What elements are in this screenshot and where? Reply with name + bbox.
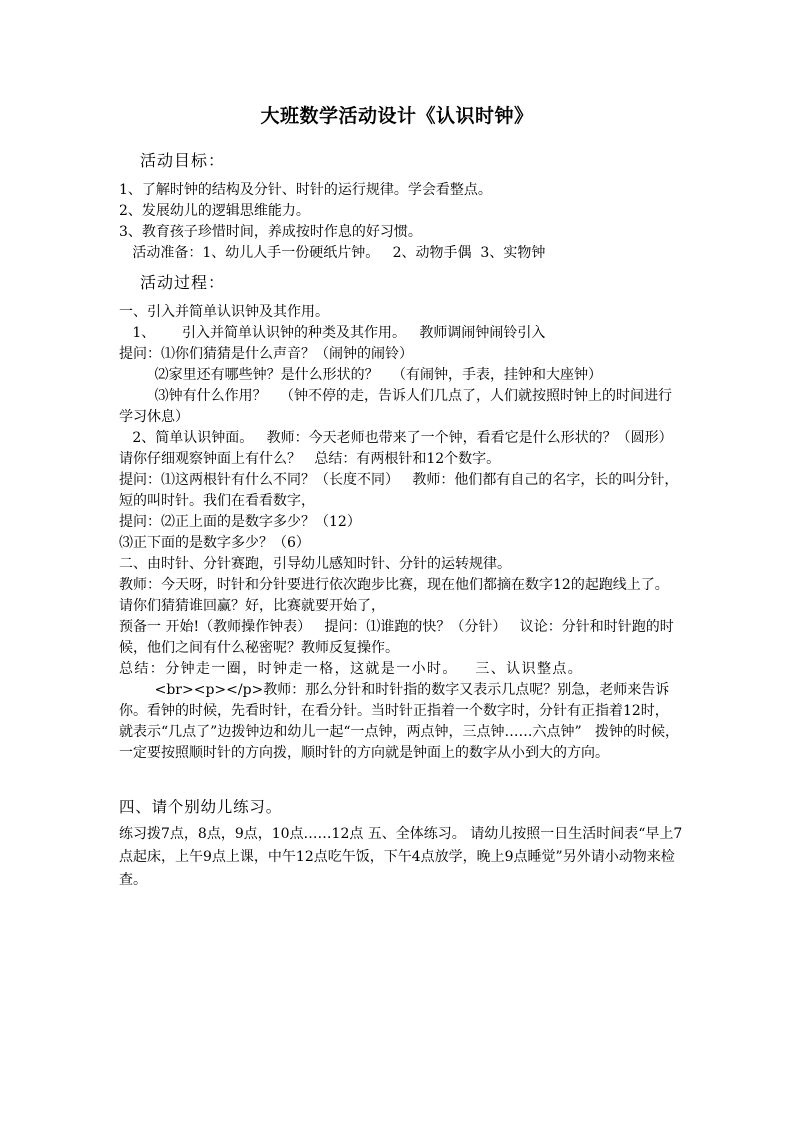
preparation-line: 活动准备：1、幼儿人手一份硬纸片钟。 2、动物手偶 3、实物钟 [119, 245, 546, 261]
process-section [119, 302, 682, 764]
process-line: 教师：今天呀，时针和分针要进行依次跑步比赛，现在他们都摘在数字12的起跑线上了。请你们猜猜谁回赢？好，比赛就要开始了， [119, 577, 669, 614]
practice-paragraph: 练习拨7点，8点，9点，10点……12点 五、全体练习。 请幼儿按照一日生活时间表“早上7点起床，上午9点上课，中午12点吃午饭，下午4点放学，晚上9点睡觉”另外请小动物来检查。 [119, 826, 683, 888]
process-line: 2、简单认识钟面。 教师：今天老师也带来了一个钟，看看它是什么形状的？（圆形）请你仔细观察钟面上有什么？ 总结：有两根针和12个数字。 [119, 430, 673, 467]
document-title: 大班数学活动设计《认识时钟》 [260, 105, 534, 127]
goal-item: 1、了解时钟的结构及分针、时针的运行规律。学会看整点。 [119, 182, 492, 198]
process-line: 预备一 开始!（教师操作钟表） 提问：⑴谁跑的快？（分针） 议论：分针和时针跑的时候，他们之间有什么秘密呢？教师反复操作。 [119, 619, 674, 656]
process-line: 一、引入并简单认识钟及其作用。 [119, 304, 329, 320]
process-line: ⑶正下面的是数字多少？（6） [119, 535, 310, 551]
process-line: 二、由时针、分针赛跑，引导幼儿感知时针、分针的运转规律。 [119, 556, 511, 572]
process-heading: 活动过程： [140, 273, 226, 292]
process-line: 提问：⑴这两根针有什么不同？（长度不同） 教师：他们都有自己的名字，长的叫分针，短的叫时针。我们在看看数字， [119, 472, 679, 509]
goal-item: 3、教育孩子珍惜时间，养成按时作息的好习惯。 [119, 224, 422, 240]
explain-paragraph: <br><p></p>教师：那么分针和时针指的数字又表示几点呢？别急，老师来告诉你。看钟的时候，先看时针，在看分针。当时针正指着一个数字时，分针有正指着12时，就表示“几点了”边拨钟边和幼儿一起“一点钟，两点钟，三点钟……六点钟” 拨钟的时候，一定要按照顺时针的方向拨，顺时针的方向就是钟面上的数字从小到大的方向。 [119, 682, 679, 761]
process-line: ⑵家里还有哪些钟？是什么形状的？ （有闹钟，手表，挂钟和大座钟） [119, 367, 602, 383]
process-line: 提问：⑴你们猜猜是什么声音？（闹钟的闹铃） [119, 346, 413, 362]
goals-list [119, 180, 682, 264]
process-line: 1、 引入并简单认识钟的种类及其作用。 教师调闹钟闹铃引入 [119, 325, 546, 341]
goals-heading: 活动目标： [140, 151, 226, 170]
process-line: 提问：⑵正上面的是数字多少？（12） [119, 514, 361, 530]
process-line: ⑶钟有什么作用？ （钟不停的走，告诉人们几点了，人们就按照时钟上的时间进行学习休息） [119, 388, 672, 425]
goal-item: 2、发展幼儿的逻辑思维能力。 [119, 203, 310, 219]
section4-heading: 四、请个别幼儿练习。 [119, 798, 283, 816]
summary-line: 总结：分钟走一圈，时钟走一格，这就是一小时。 三、认识整点。 [119, 661, 584, 677]
